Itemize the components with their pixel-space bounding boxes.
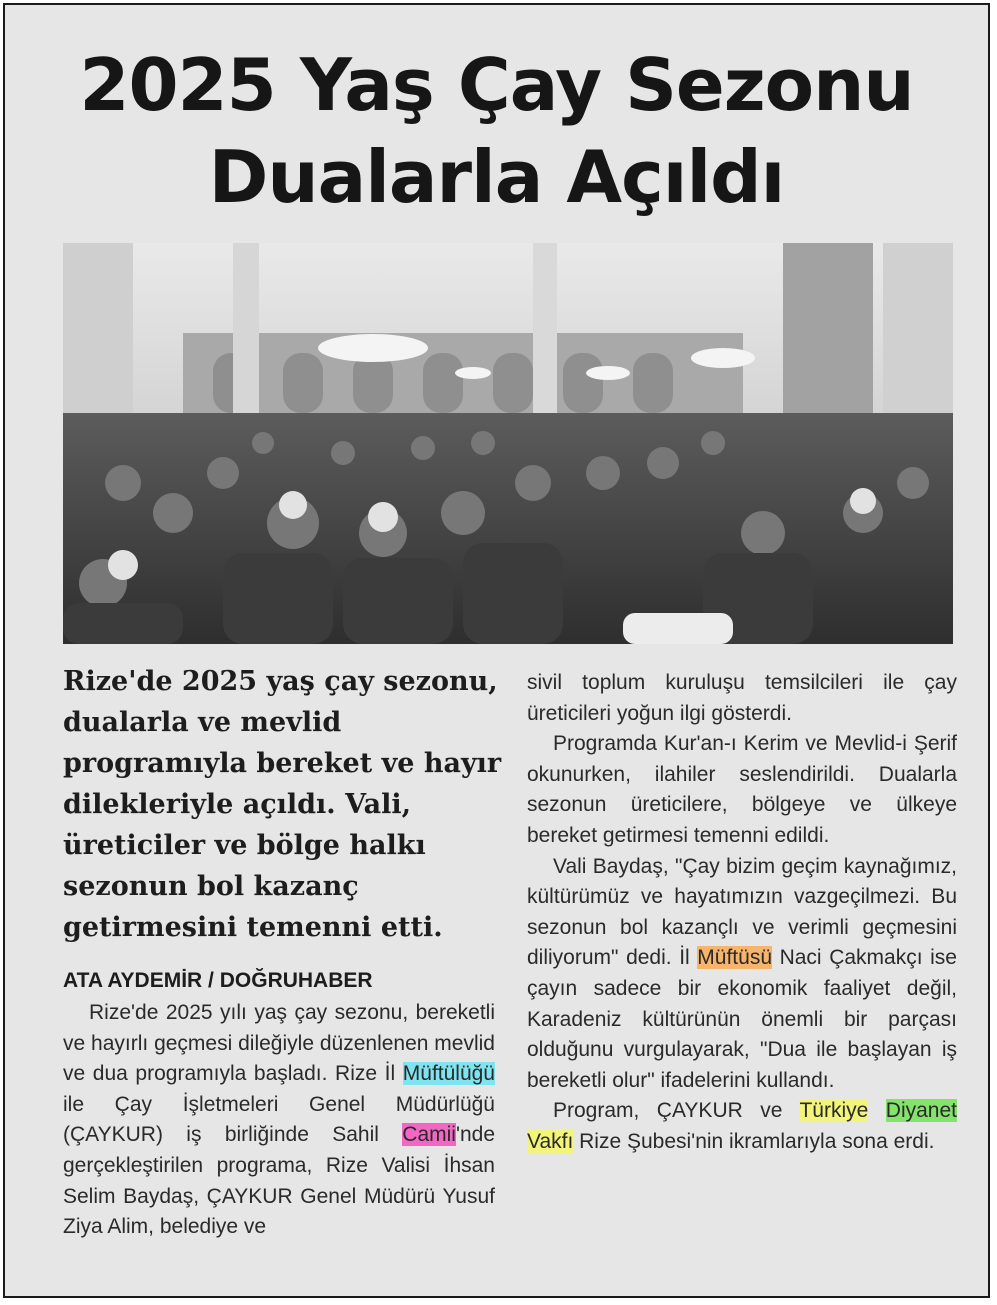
body-paragraph	[527, 1096, 957, 1157]
byline: ATA AYDEMİR / DOĞRUHABER	[63, 969, 373, 992]
body-text: Vali Baydaş, "Çay bizim geçim kaynağımız, kültürümüz ve hayatımızın vazgeçilmezi. Bu sezonun bol kazançlı ve verimli geçmesini diliyorum" dedi. İl	[527, 854, 957, 970]
highlighted-term: Müftülüğü	[402, 1062, 495, 1086]
headline-line-2: Dualarla Açıldı	[208, 135, 785, 219]
highlighted-term: Camii	[402, 1123, 456, 1147]
headline	[5, 39, 988, 223]
body-paragraph: sivil toplum kuruluşu temsilcileri ile çay üreticileri yoğun ilgi gösterdi.	[527, 671, 957, 725]
body-text: Program, ÇAYKUR ve	[553, 1099, 800, 1123]
mosque-prayer-photo	[63, 243, 953, 644]
body-text: Rize Şubesi'nin ikramlarıyla sona erdi.	[573, 1129, 935, 1153]
highlighted-term: Diyanet	[885, 1099, 957, 1123]
body-paragraph: Programda Kur'an-ı Kerim ve Mevlid-i Şerif okunurken, ilahiler seslendirildi. Dualarla sezonun üreticilere, bölgeye ve ülkeye bereket getirmesi temenni edildi.	[527, 732, 957, 847]
body-text: ile Çay İşletmeleri Genel Müdürlüğü (ÇAYKUR) iş birliğinde Sahil	[63, 1092, 495, 1147]
highlighted-term: Türkiye	[799, 1099, 869, 1123]
body-text: Rize'de 2025 yılı yaş çay sezonu, bereketli ve hayırlı geçmesi dileğiyle düzenlenen mevlid ve dua programıyla başladı. Rize İl	[63, 1001, 495, 1086]
body-text: Naci Çakmakçı ise çayın sadece bir ekonomik faaliyet değil, Karadeniz kültürünün önemli bir parçası olduğunu vurgulayarak, "Dua ile başlayan iş bereketli olur" ifadelerini kullandı.	[527, 946, 957, 1092]
headline-line-1: 2025 Yaş Çay Sezonu	[79, 43, 914, 127]
body-paragraph	[527, 852, 957, 1097]
highlighted-term: Müftüsü	[697, 946, 772, 970]
lead-paragraph: Rize'de 2025 yaş çay sezonu, dualarla ve mevlid programıyla bereket ve hayır dilekleriyle açıldı. Vali, üreticiler ve bölge halkı sezonun bol kazanç getirmesini temenni etti.	[63, 666, 502, 943]
body-column-right	[527, 668, 957, 1158]
body-paragraph	[63, 998, 495, 1243]
body-column-left	[63, 998, 495, 1243]
highlighted-term: Vakfı	[527, 1129, 574, 1153]
body-text: 'nde gerçekleştirilen programa, Rize Valisi İhsan Selim Baydaş, ÇAYKUR Genel Müdürü Yusuf Ziya Alim, belediye ve	[63, 1123, 495, 1239]
newspaper-clipping	[3, 3, 990, 1298]
